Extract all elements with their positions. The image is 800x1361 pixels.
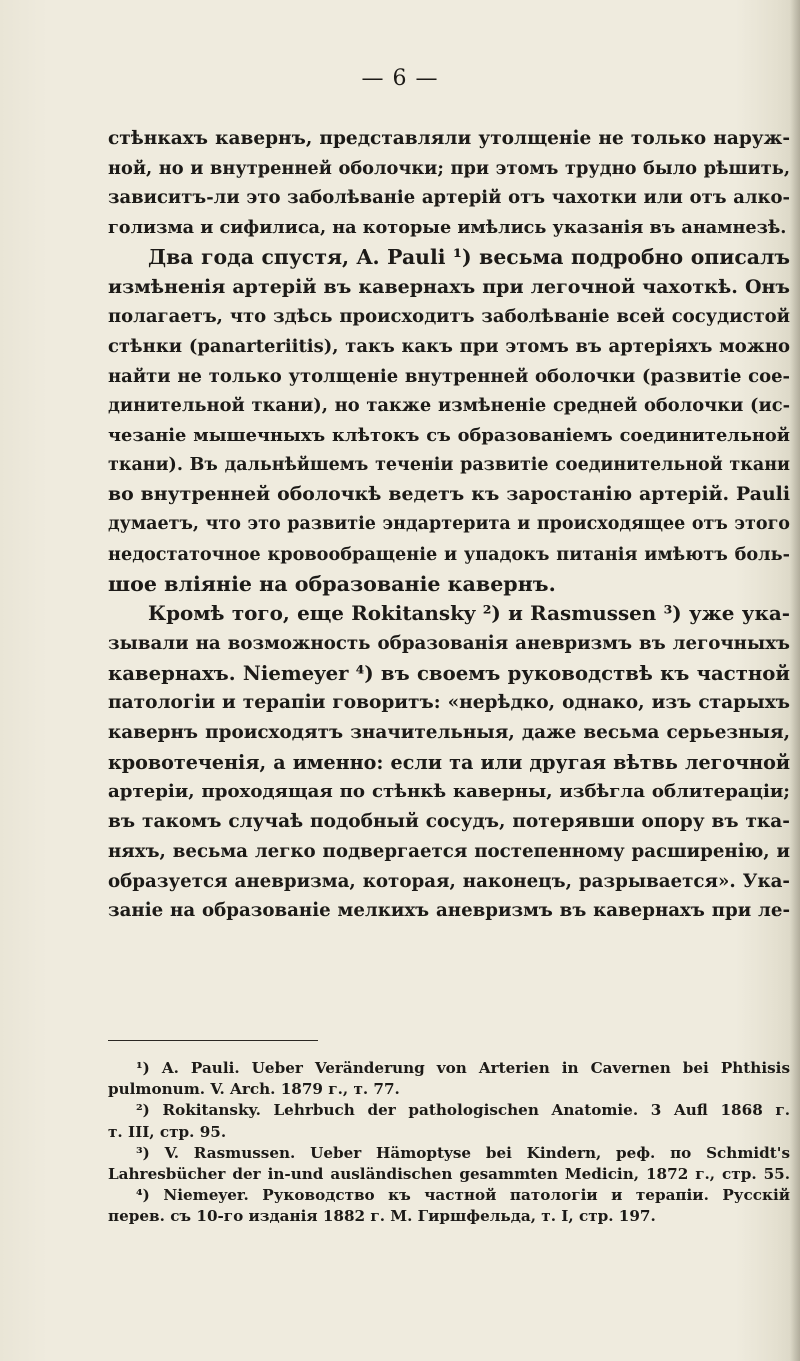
text-line: артеріи, проходящая по стѣнкѣ каверны, избѣгла облитераціи;	[108, 781, 790, 803]
footnote-line: т. III, стр. 95.	[108, 1122, 227, 1141]
footnote-line: ²) Rokitansky. Lehrbuch der pathologischen Anatomie. 3 Aufl 1868 г.	[136, 1101, 790, 1120]
text-line: зависитъ-ли это заболѣваніе артерій отъ чахотки или отъ алко-	[108, 187, 790, 209]
text-line: чезаніе мышечныхъ клѣтокъ съ образованіемъ соединительной	[108, 425, 790, 447]
main-text	[108, 124, 790, 926]
text-line: во внутренней оболочкѣ ведетъ къ заростанію артерій. Pauli	[108, 483, 790, 506]
text-line: измѣненія артерій въ кавернахъ при легочной чахоткѣ. Онъ	[108, 275, 790, 298]
text-line: полагаетъ, что здѣсь происходитъ заболѣваніе всей сосудистой	[108, 306, 790, 328]
text-line: ткани). Въ дальнѣйшемъ теченіи развитіе соединительной ткани	[108, 454, 790, 475]
page-number: — 6 —	[361, 66, 439, 91]
text-line: найти не только утолщеніе внутренней оболочки (развитіе сое-	[108, 365, 790, 387]
footnote-line: ¹) A. Pauli. Ueber Veränderung von Arterien in Cavernen bei Phthisis	[136, 1059, 790, 1077]
footnotes	[108, 1058, 790, 1228]
text-line: динительной ткани), но также измѣненіе средней оболочки (ис-	[108, 395, 790, 417]
footnote-line: Lahresbücher der in-und ausländischen gesammten Medicin, 1872 г., стр. 55.	[108, 1165, 790, 1184]
text-line: стѣнкахъ кавернъ, представляли утолщеніе не только наруж-	[108, 128, 790, 149]
footnote-line: перев. съ 10-го изданія 1882 г. М. Гиршфельда, т. I, стр. 197.	[108, 1207, 656, 1226]
footnote-line: ⁴) Niemeyer. Руководство къ частной патологіи и терапіи. Русскій	[136, 1186, 790, 1205]
text-line: кровотеченія, а именно: если та или другая вѣтвь легочной	[108, 750, 790, 774]
text-line: кавернъ происходятъ значительныя, даже весьма серьезныя,	[108, 722, 790, 744]
text-line: Кромѣ того, еще Rokitansky ²) и Rasmussen ³) уже ука-	[148, 601, 790, 626]
page-edge-shadow	[790, 0, 800, 1361]
text-line: въ такомъ случаѣ подобный сосудъ, потерявши опору въ тка-	[108, 811, 790, 833]
footnote-separator	[108, 1040, 318, 1041]
text-line: стѣнки (panarteriitis), такъ какъ при этомъ въ артеріяхъ можно	[108, 335, 790, 357]
footnote-line: ³) V. Rasmussen. Ueber Hämoptyse bei Kindern, реф. по Schmidt's	[136, 1143, 790, 1162]
text-line: образуется аневризма, которая, наконецъ, разрывается». Ука-	[108, 870, 790, 892]
text-line: патологіи и терапіи говоритъ: «нерѣдко, однако, изъ старыхъ	[108, 692, 790, 714]
text-line: няхъ, весьма легко подвергается постепенному расширенію, и	[108, 840, 790, 862]
text-line: шое вліяніе на образованіе кавернъ.	[108, 571, 556, 596]
text-line: недостаточное кровообращеніе и упадокъ питанія имѣютъ боль-	[108, 543, 790, 565]
text-line: заніе на образованіе мелкихъ аневризмъ въ кавернахъ при ле-	[108, 900, 790, 922]
text-line: думаетъ, что это развитіе эндартерита и происходящее отъ этого	[108, 514, 790, 535]
text-line: голизма и сифилиса, на которые имѣлись указанія въ анамнезѣ.	[108, 217, 787, 239]
text-line: ной, но и внутренней оболочки; при этомъ трудно было рѣшить,	[108, 157, 790, 179]
footnote-line: pulmonum. V. Arch. 1879 г., т. 77.	[108, 1080, 400, 1099]
text-line: кавернахъ. Niemeyer ⁴) въ своемъ руководствѣ къ частной	[108, 661, 790, 685]
text-line: зывали на возможность образованія аневризмъ въ легочныхъ	[108, 632, 790, 654]
text-line: Два года спустя, A. Pauli ¹) весьма подробно описалъ	[148, 244, 790, 269]
